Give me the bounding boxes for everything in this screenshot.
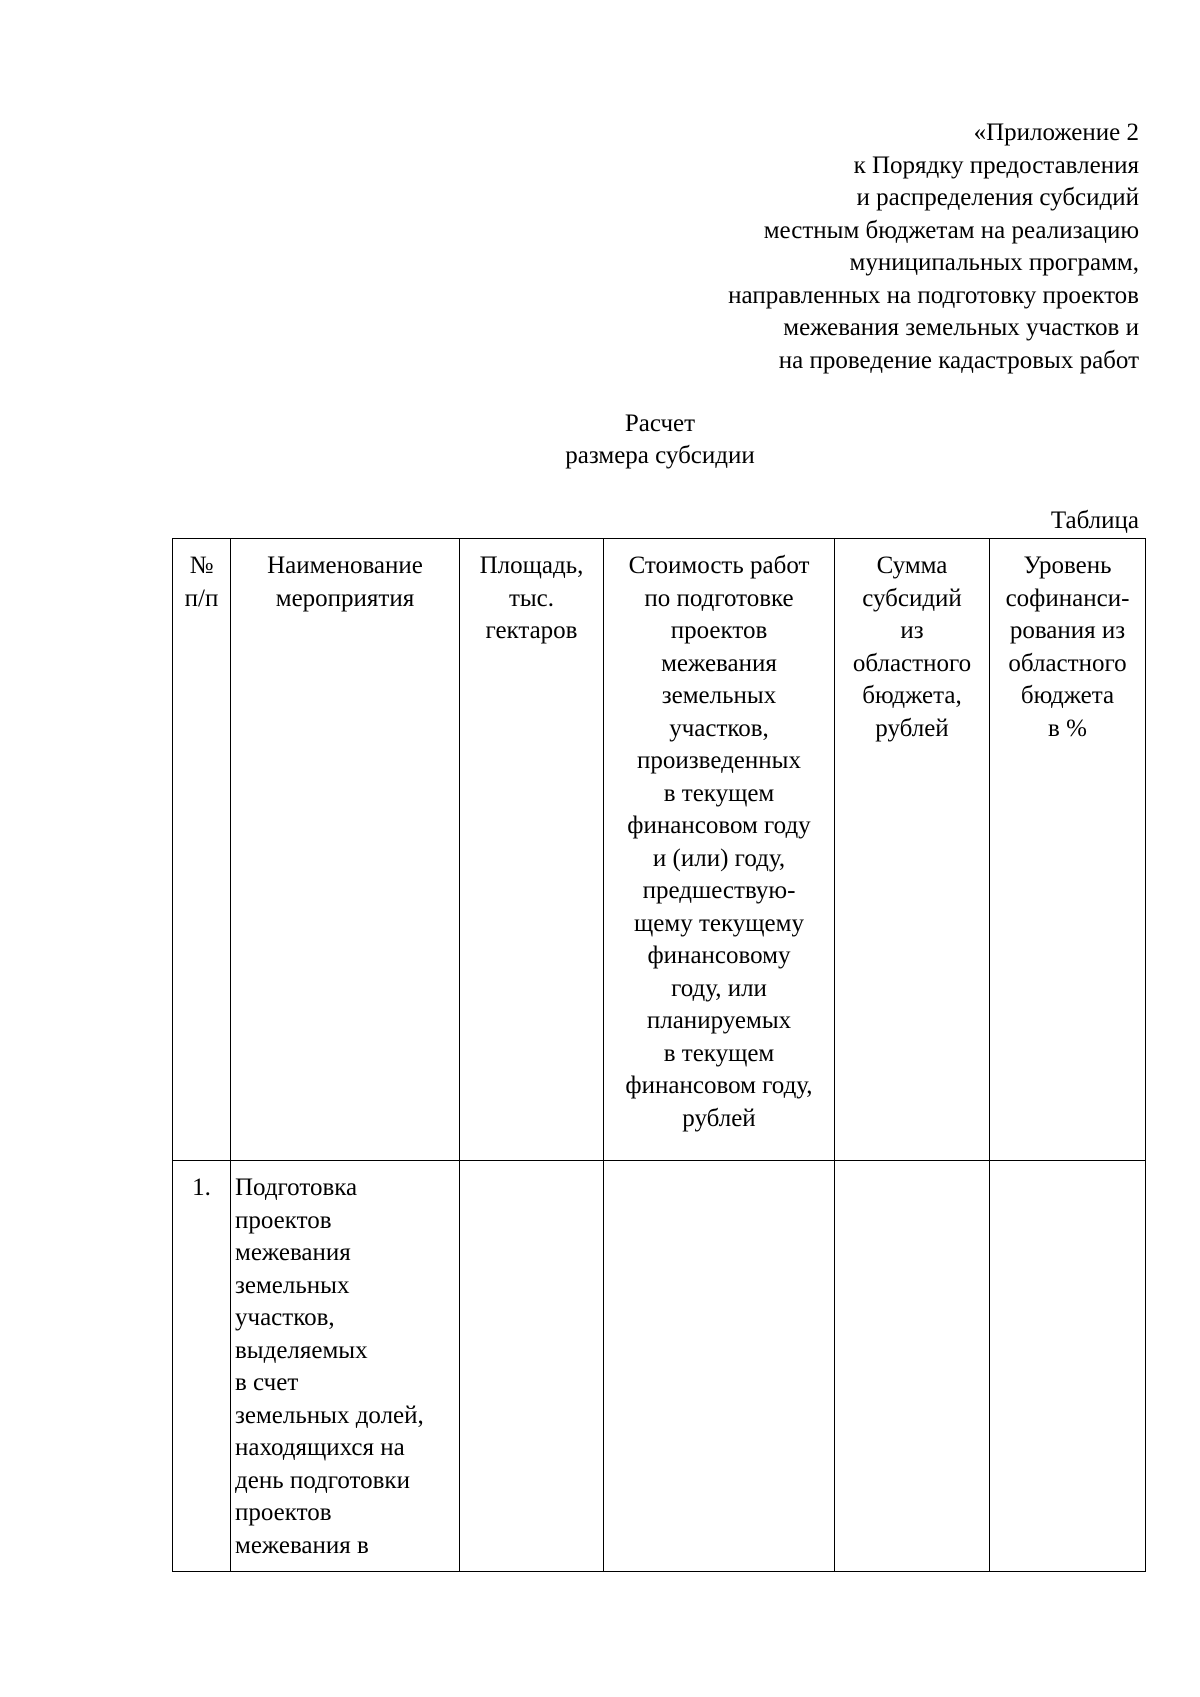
header-text-line: рублей <box>875 714 949 742</box>
document-title-line-1: Расчет <box>624 410 696 437</box>
activity-name-line: выделяемых <box>235 1336 368 1364</box>
header-text-line: софинанси- <box>1005 584 1130 612</box>
header-number <box>173 539 231 1161</box>
header-text-line: произведенных <box>637 747 801 774</box>
header-text-line: гектаров <box>485 617 578 644</box>
header-text-line: году, или <box>671 974 767 1002</box>
header-text-line: областного <box>1008 649 1127 677</box>
header-text-line: № <box>189 552 214 579</box>
header-text-line: и (или) году, <box>652 844 786 872</box>
row-activity-name <box>231 1161 460 1572</box>
activity-name-line: проектов <box>235 1499 332 1526</box>
header-text-line: Наименование <box>267 552 423 579</box>
header-text-line: бюджета, <box>862 682 962 709</box>
header-text-line: финансовом году, <box>625 1072 813 1099</box>
header-text-line: бюджета <box>1020 682 1115 709</box>
header-area <box>460 539 604 1161</box>
row-subsidy-amount <box>835 1161 990 1572</box>
activity-name-line: земельных долей, <box>235 1401 424 1429</box>
row-cofinancing-level <box>990 1161 1146 1572</box>
header-text-line: предшествую- <box>642 877 796 904</box>
header-text-line: тыс. <box>508 584 555 612</box>
row-area <box>460 1161 604 1572</box>
appendix-line: «Приложение 2 <box>973 119 1139 146</box>
header-text-line: Площадь, <box>479 552 584 579</box>
header-text-line: по подготовке <box>644 584 794 612</box>
appendix-line: направленных на подготовку проектов <box>728 281 1139 309</box>
activity-name-line: проектов <box>235 1206 332 1234</box>
header-text-line: межевания <box>661 649 777 677</box>
table-header-row <box>173 539 1146 1161</box>
appendix-line: межевания земельных участков и <box>783 314 1139 341</box>
header-text-line: областного <box>852 649 972 677</box>
header-text-line: Уровень <box>1023 552 1112 579</box>
header-text-line: рублей <box>682 1104 756 1132</box>
activity-name-line: участков, <box>235 1304 335 1331</box>
appendix-line: к Порядку предоставления <box>853 151 1139 179</box>
table-label: Таблица <box>1050 507 1139 534</box>
header-text-line: п/п <box>184 584 219 612</box>
header-text-line: рования из <box>1009 617 1126 644</box>
document-title <box>0 408 1200 472</box>
header-activity-name <box>231 539 460 1161</box>
row-number: 1. <box>173 1161 231 1572</box>
appendix-header <box>728 117 1139 377</box>
subsidy-calculation-table <box>172 538 1146 1572</box>
row-cost <box>604 1161 835 1572</box>
appendix-line: и распределения субсидий <box>856 184 1139 211</box>
activity-name-line: находящихся на <box>235 1434 405 1461</box>
header-text-line: из <box>900 617 924 644</box>
appendix-line: местным бюджетам на реализацию <box>763 216 1139 244</box>
activity-name-line: день подготовки <box>235 1466 410 1494</box>
document-title-line-2: размера субсидии <box>565 442 755 469</box>
header-text-line: финансовом году <box>627 812 811 839</box>
header-text-line: субсидий <box>862 584 962 612</box>
header-text-line: проектов <box>670 617 768 644</box>
table-row <box>173 1161 1146 1572</box>
activity-name-line: межевания в <box>235 1531 369 1559</box>
header-text-line: в текущем <box>663 1039 775 1067</box>
appendix-line: на проведение кадастровых работ <box>778 346 1139 374</box>
activity-name-line: земельных <box>235 1271 350 1299</box>
header-cost <box>604 539 835 1161</box>
header-text-line: Сумма <box>876 552 948 579</box>
header-cofinancing-level <box>990 539 1146 1161</box>
header-text-line: мероприятия <box>275 584 415 612</box>
activity-name-line: межевания <box>235 1239 351 1266</box>
header-text-line: планируемых <box>646 1007 792 1034</box>
activity-name-line: Подготовка <box>235 1174 358 1201</box>
header-text-line: финансовому <box>647 942 791 969</box>
header-text-line: щему текущему <box>634 909 804 937</box>
header-text-line: земельных <box>661 682 777 709</box>
header-text-line: в текущем <box>663 779 775 807</box>
header-text-line: участков, <box>669 714 769 742</box>
header-text-line: Стоимость работ <box>628 552 810 579</box>
appendix-line: муниципальных программ, <box>849 249 1139 276</box>
activity-name-line: в счет <box>235 1369 299 1396</box>
header-subsidy-amount <box>835 539 990 1161</box>
header-text-line: в % <box>1048 714 1087 742</box>
